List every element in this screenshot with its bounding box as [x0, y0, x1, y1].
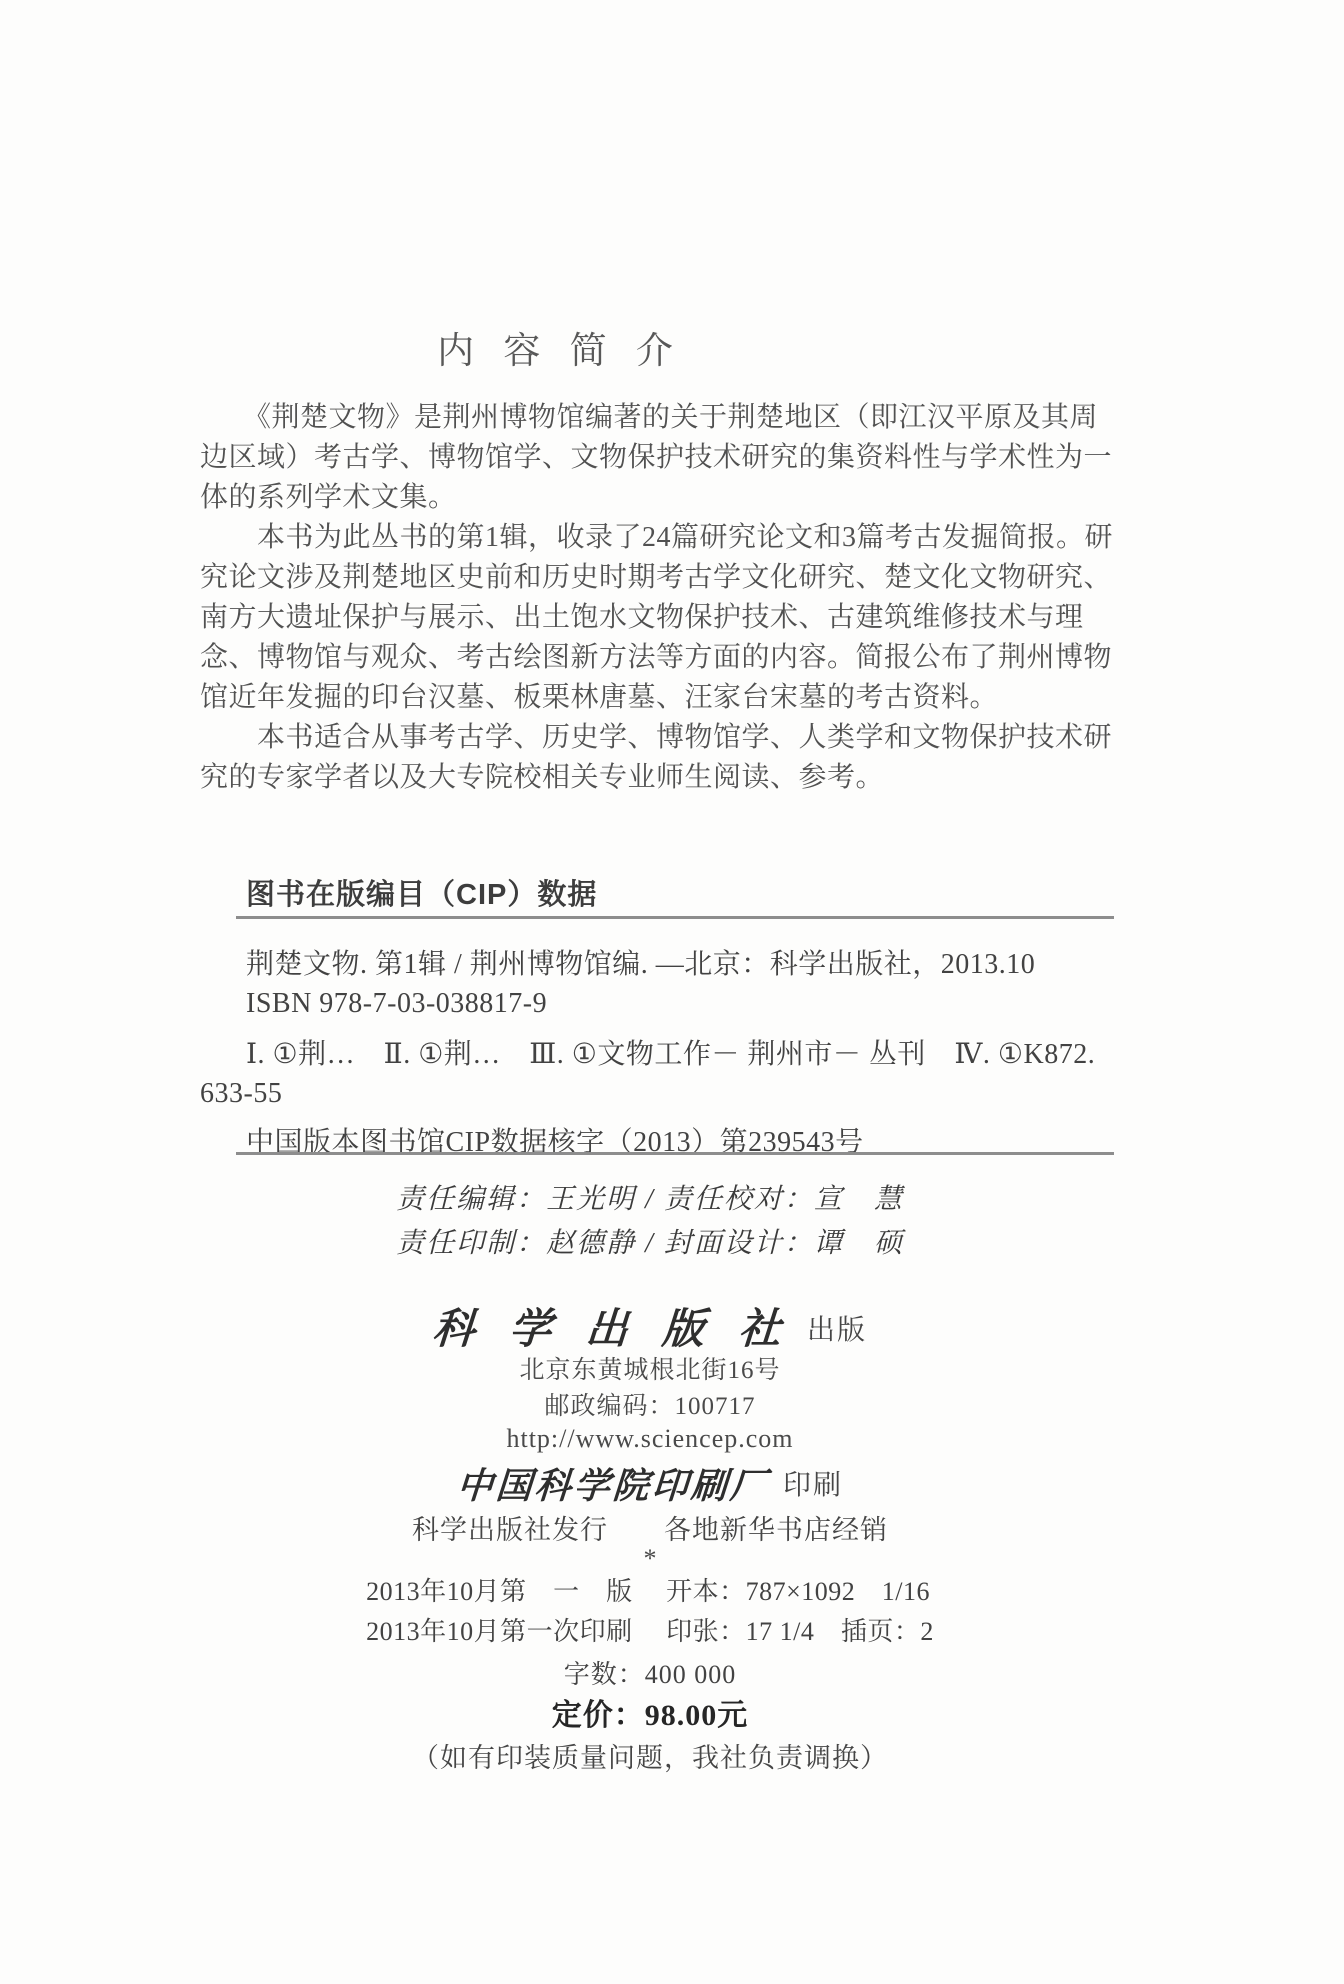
publisher-brand-line	[200, 1296, 1100, 1356]
text-line: 馆近年发掘的印台汉墓、板栗林唐墓、汪家台宋墓的考古资料。	[200, 682, 999, 713]
text-line: 南方大遗址保护与展示、出土饱水文物保护技术、古建筑维修技术与理	[200, 602, 1084, 633]
text-line: 念、博物馆与观众、考古绘图新方法等方面的内容。简报公布了荆州博物	[200, 642, 1113, 673]
distribution-line: 科学出版社发行 各地新华书店经销	[412, 1515, 888, 1545]
intro-section-title: 内 容 简 介	[437, 331, 683, 372]
cas-printing-house-logo: 中国科学院印刷厂	[455, 1466, 771, 1506]
word-count: 字数：400 000	[563, 1660, 737, 1689]
text-line: 究论文涉及荆楚地区史前和历史时期考古学文化研究、楚文化文物研究、	[200, 562, 1113, 593]
price: 定价：98.00元	[551, 1699, 749, 1732]
staff-credits	[200, 1178, 1100, 1266]
printer-line	[200, 1458, 1100, 1509]
isbn-number: ISBN 978-7-03-038817-9	[246, 988, 548, 1019]
printing-date: 2013年10月第一次印刷	[366, 1617, 633, 1646]
text-line: 体的系列学术文集。	[200, 482, 457, 513]
science-press-logo: 科 学 出 版 社	[431, 1307, 795, 1353]
cip-classification-line: Ⅰ. ①荆… Ⅱ. ①荆… Ⅲ. ①文物工作－ 荆州市－ 丛刊 Ⅳ. ①K872.	[246, 1039, 1096, 1070]
text-line: 《荆楚文物》是荆州博物馆编著的关于荆楚地区（即江汉平原及其周	[200, 402, 1099, 433]
editor-proofreader-line: 责任编辑：王光明 / 责任校对：宣 慧	[396, 1184, 904, 1215]
text-line: 本书为此丛书的第1辑，收录了24篇研究论文和3篇考古发掘简报。研	[200, 522, 1114, 553]
printer-designer-line: 责任印制：赵德静 / 封面设计：谭 硕	[396, 1228, 904, 1259]
publisher-address: 北京东黄城根北街16号	[519, 1357, 781, 1384]
sheets-inserts: 印张：17 1/4 插页：2	[666, 1617, 934, 1646]
publisher-website: http://www.sciencep.com	[506, 1424, 794, 1453]
edition-details	[200, 1572, 1100, 1652]
quality-note: （如有印装质量问题，我社负责调换）	[412, 1743, 888, 1773]
separator-star: *	[643, 1544, 657, 1573]
print-label: 印刷	[783, 1470, 844, 1501]
text-line: 边区域）考古学、博物馆学、文物保护技术研究的集资料性与学术性为一	[200, 442, 1113, 473]
text-line: 本书适合从事考古学、历史学、博物馆学、人类学和文物保护技术研	[200, 722, 1113, 753]
intro-paragraphs	[200, 398, 1114, 798]
cip-divider-top	[236, 916, 1114, 919]
cip-divider-bottom	[236, 1152, 1114, 1155]
edition-grid	[366, 1572, 934, 1652]
cip-classification-continued: 633-55	[200, 1078, 283, 1109]
cip-header: 图书在版编目（CIP）数据	[246, 879, 598, 911]
cip-record-number: 中国版本图书馆CIP数据核字（2013）第239543号	[246, 1127, 864, 1158]
format-size: 开本：787×1092 1/16	[666, 1577, 931, 1606]
edition-date: 2013年10月第 一 版	[366, 1577, 633, 1606]
cip-entry-line: 荆楚文物. 第1辑 / 荆州博物馆编. —北京：科学出版社，2013.10	[246, 949, 1036, 980]
publish-label: 出版	[807, 1315, 868, 1346]
text-line: 究的专家学者以及大专院校相关专业师生阅读、参考。	[200, 762, 885, 793]
publisher-postcode: 邮政编码：100717	[544, 1393, 756, 1420]
